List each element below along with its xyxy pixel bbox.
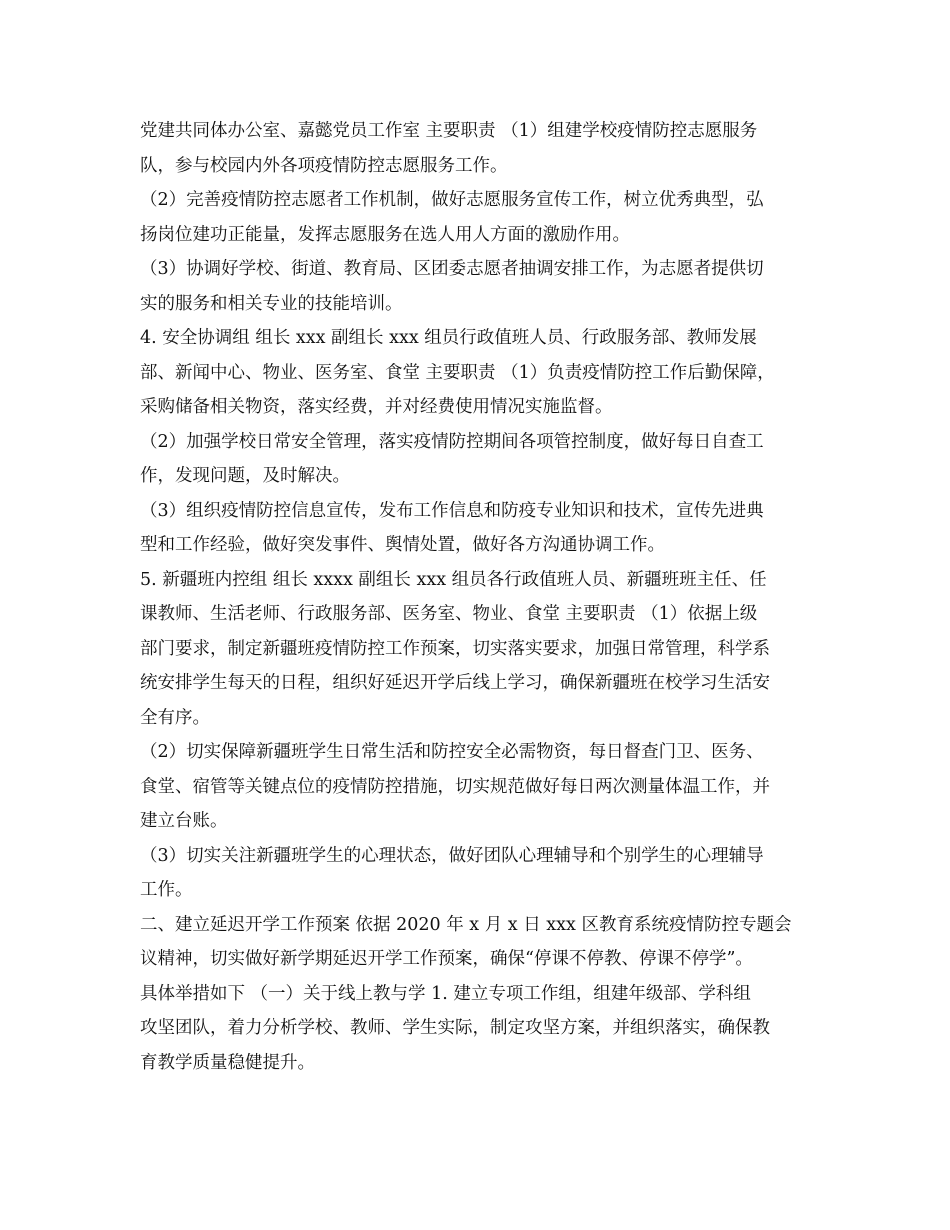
text-line: （3）切实关注新疆班学生的心理状态，做好团队心理辅导和个别学生的心理辅导 [140, 845, 764, 866]
text-line: 部门要求，制定新疆班疫情防控工作预案，切实落实要求，加强日常管理，科学系 [140, 638, 770, 659]
text-line: 全有序。 [140, 707, 210, 728]
text-line: 5. 新疆班内控组 组长 xxxx 副组长 xxx 组员各行政值班人员、新疆班班主任、任 [140, 569, 767, 590]
text-line: 扬岗位建功正能量，发挥志愿服务在选人用人方面的激励作用。 [140, 224, 630, 245]
text-line: 育教学质量稳健提升。 [140, 1052, 315, 1073]
text-line: 部、新闻中心、物业、医务室、食堂 主要职责 （1）负责疫情防控工作后勤保障， [140, 362, 775, 383]
text-line: 课教师、生活老师、行政服务部、医务室、物业、食堂 主要职责 （1）依据上级 [140, 604, 758, 624]
text-line: 建立台账。 [140, 811, 228, 831]
text-line: 议精神，切实做好新学期延迟开学工作预案，确保“停课不停教、停课不停学”。 [140, 949, 753, 969]
text-line: （2）切实保障新疆班学生日常生活和防控安全必需物资，每日督查门卫、医务、 [140, 742, 764, 762]
text-line: （2）加强学校日常安全管理，落实疫情防控期间各项管控制度，做好每日自查工 [140, 431, 764, 452]
text-line: 具体举措如下 （一）关于线上教与学 1. 建立专项工作组，组建年级部、学科组 [140, 983, 751, 1004]
text-line: 采购储备相关物资，落实经费，并对经费使用情况实施监督。 [140, 397, 613, 417]
text-line: 实的服务和相关专业的技能培训。 [140, 293, 403, 314]
text-line: 党建共同体办公室、嘉懿党员工作室 主要职责 （1）组建学校疫情防控志愿服务 [140, 121, 758, 141]
text-line: 4. 安全协调组 组长 xxx 副组长 xxx 组员行政值班人员、行政服务部、教师发展 [140, 328, 757, 348]
document-body [140, 114, 820, 1080]
text-line: 队，参与校园内外各项疫情防控志愿服务工作。 [140, 155, 508, 176]
text-line: 统安排学生每天的日程，组织好延迟开学后线上学习，确保新疆班在校学习生活安 [140, 673, 770, 693]
text-line: （2）完善疫情防控志愿者工作机制，做好志愿服务宣传工作，树立优秀典型，弘 [140, 190, 764, 210]
text-line: 食堂、宿管等关键点位的疫情防控措施，切实规范做好每日两次测量体温工作，并 [140, 776, 770, 797]
text-line: 工作。 [140, 880, 193, 900]
text-line: （3）协调好学校、街道、教育局、区团委志愿者抽调安排工作，为志愿者提供切 [140, 259, 764, 279]
text-line: 作，发现问题，及时解决。 [140, 466, 350, 486]
text-line: 型和工作经验，做好突发事件、舆情处置，做好各方沟通协调工作。 [140, 535, 665, 555]
text-line: 攻坚团队，着力分析学校、教师、学生实际，制定攻坚方案，并组织落实，确保教 [140, 1018, 770, 1038]
text-line: （3）组织疫情防控信息宣传，发布工作信息和防疫专业知识和技术，宣传先进典 [140, 500, 764, 521]
text-line: 二、建立延迟开学工作预案 依据 2020 年 x 月 x 日 xxx 区教育系统疫情防控专题会 [140, 914, 792, 935]
